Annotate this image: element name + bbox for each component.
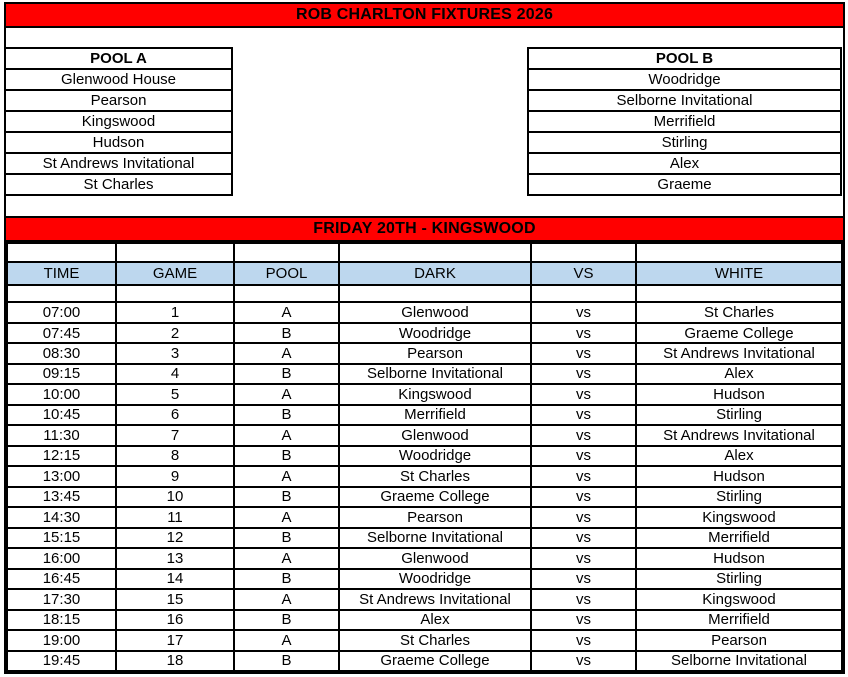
- fixture-dark-team: Glenwood: [339, 548, 531, 568]
- fixture-row: [7, 466, 842, 486]
- fixture-time: 17:30: [7, 589, 116, 609]
- column-header-dark: DARK: [339, 262, 531, 285]
- fixture-vs-label: vs: [531, 589, 636, 609]
- pool-team-name: St Charles: [5, 174, 232, 195]
- pool-team-name: Stirling: [528, 132, 841, 153]
- fixture-row: [7, 528, 842, 548]
- fixture-pool-letter: B: [234, 569, 339, 589]
- empty-cell: [116, 243, 234, 262]
- fixture-game-number: 11: [116, 507, 234, 527]
- fixture-white-team: Hudson: [636, 384, 842, 404]
- pool-team-name: Selborne Invitational: [528, 90, 841, 111]
- fixture-row: [7, 384, 842, 404]
- fixture-pool-letter: B: [234, 446, 339, 466]
- fixture-white-team: Kingswood: [636, 589, 842, 609]
- title-banner: [6, 4, 843, 28]
- fixture-time: 07:45: [7, 323, 116, 343]
- fixture-pool-letter: B: [234, 487, 339, 507]
- pool-a-table: [4, 47, 233, 196]
- fixture-dark-team: Alex: [339, 610, 531, 630]
- empty-cell: [531, 243, 636, 262]
- fixture-time: 10:45: [7, 405, 116, 425]
- fixture-white-team: Merrifield: [636, 528, 842, 548]
- fixture-vs-label: vs: [531, 610, 636, 630]
- fixture-vs-label: vs: [531, 651, 636, 671]
- fixture-dark-team: St Charles: [339, 466, 531, 486]
- pool-b-table: [527, 47, 842, 196]
- pools-section: [6, 47, 843, 197]
- fixture-game-number: 16: [116, 610, 234, 630]
- fixture-game-number: 1: [116, 302, 234, 322]
- column-header-time: TIME: [7, 262, 116, 285]
- fixture-pool-letter: B: [234, 651, 339, 671]
- title-banner-text: ROB CHARLTON FIXTURES 2026: [295, 6, 554, 23]
- fixture-game-number: 18: [116, 651, 234, 671]
- fixture-dark-team: Pearson: [339, 343, 531, 363]
- fixture-white-team: Graeme College: [636, 323, 842, 343]
- empty-cell: [636, 243, 842, 262]
- fixture-game-number: 10: [116, 487, 234, 507]
- fixture-vs-label: vs: [531, 507, 636, 527]
- fixture-row: [7, 569, 842, 589]
- empty-cell: [339, 243, 531, 262]
- fixture-time: 13:45: [7, 487, 116, 507]
- pool-team-row: [5, 174, 232, 195]
- fixture-white-team: Alex: [636, 364, 842, 384]
- pool-team-row: [528, 69, 841, 90]
- fixture-white-team: St Andrews Invitational: [636, 343, 842, 363]
- fixture-pool-letter: A: [234, 466, 339, 486]
- pool-team-row: [528, 132, 841, 153]
- fixture-white-team: Kingswood: [636, 507, 842, 527]
- fixture-pool-letter: B: [234, 610, 339, 630]
- fixture-row: [7, 446, 842, 466]
- pool-team-row: [528, 174, 841, 195]
- pool-team-row: [528, 111, 841, 132]
- fixture-vs-label: vs: [531, 630, 636, 650]
- pool-team-row: [5, 153, 232, 174]
- pool-team-row: [5, 90, 232, 111]
- empty-cell: [116, 285, 234, 302]
- fixture-row: [7, 323, 842, 343]
- fixture-row: [7, 425, 842, 445]
- pool-b-title-row: [528, 48, 841, 69]
- fixture-time: 16:00: [7, 548, 116, 568]
- pool-team-name: St Andrews Invitational: [5, 153, 232, 174]
- fixture-row: [7, 364, 842, 384]
- pool-a-title-row: [5, 48, 232, 69]
- empty-grid-row: [7, 243, 842, 262]
- empty-cell: [531, 285, 636, 302]
- fixture-row: [7, 651, 842, 671]
- spacer-row: [6, 28, 843, 47]
- spreadsheet-print-area: [4, 2, 845, 674]
- fixture-row: [7, 630, 842, 650]
- pool-team-row: [528, 153, 841, 174]
- fixture-time: 12:15: [7, 446, 116, 466]
- fixture-pool-letter: A: [234, 548, 339, 568]
- fixture-game-number: 9: [116, 466, 234, 486]
- fixture-vs-label: vs: [531, 487, 636, 507]
- fixture-game-number: 6: [116, 405, 234, 425]
- fixture-game-number: 7: [116, 425, 234, 445]
- column-header-white: WHITE: [636, 262, 842, 285]
- fixture-time: 16:45: [7, 569, 116, 589]
- fixture-vs-label: vs: [531, 405, 636, 425]
- fixture-pool-letter: B: [234, 528, 339, 548]
- fixture-white-team: Merrifield: [636, 610, 842, 630]
- column-header-vs: VS: [531, 262, 636, 285]
- fixture-white-team: Stirling: [636, 405, 842, 425]
- spacer-row: [6, 197, 843, 216]
- fixture-time: 19:00: [7, 630, 116, 650]
- fixture-white-team: Alex: [636, 446, 842, 466]
- fixture-vs-label: vs: [531, 425, 636, 445]
- fixture-pool-letter: A: [234, 507, 339, 527]
- fixture-vs-label: vs: [531, 384, 636, 404]
- fixture-pool-letter: A: [234, 302, 339, 322]
- fixture-vs-label: vs: [531, 528, 636, 548]
- fixture-row: [7, 610, 842, 630]
- fixture-dark-team: Pearson: [339, 507, 531, 527]
- empty-cell: [234, 243, 339, 262]
- fixture-time: 14:30: [7, 507, 116, 527]
- fixture-white-team: St Charles: [636, 302, 842, 322]
- fixture-white-team: Hudson: [636, 466, 842, 486]
- empty-cell: [339, 285, 531, 302]
- pool-team-row: [5, 132, 232, 153]
- fixture-time: 15:15: [7, 528, 116, 548]
- pool-b-title: POOL B: [528, 48, 841, 69]
- fixture-vs-label: vs: [531, 569, 636, 589]
- fixture-vs-label: vs: [531, 343, 636, 363]
- fixture-dark-team: Glenwood: [339, 425, 531, 445]
- pool-team-name: Graeme: [528, 174, 841, 195]
- fixture-row: [7, 302, 842, 322]
- fixture-game-number: 15: [116, 589, 234, 609]
- fixture-time: 09:15: [7, 364, 116, 384]
- fixture-vs-label: vs: [531, 364, 636, 384]
- fixtures-header-row: [7, 262, 842, 285]
- fixture-row: [7, 548, 842, 568]
- fixture-dark-team: Graeme College: [339, 651, 531, 671]
- fixture-game-number: 13: [116, 548, 234, 568]
- fixture-vs-label: vs: [531, 548, 636, 568]
- pool-team-name: Merrifield: [528, 111, 841, 132]
- fixture-dark-team: St Andrews Invitational: [339, 589, 531, 609]
- fixture-time: 08:30: [7, 343, 116, 363]
- fixture-time: 18:15: [7, 610, 116, 630]
- pool-team-name: Alex: [528, 153, 841, 174]
- fixtures-table: [6, 242, 843, 672]
- pool-team-name: Hudson: [5, 132, 232, 153]
- fixture-pool-letter: A: [234, 630, 339, 650]
- fixture-pool-letter: A: [234, 343, 339, 363]
- day-banner-text: FRIDAY 20TH - KINGSWOOD: [313, 220, 536, 237]
- fixture-game-number: 5: [116, 384, 234, 404]
- fixture-time: 13:00: [7, 466, 116, 486]
- pool-team-row: [528, 90, 841, 111]
- fixture-pool-letter: A: [234, 589, 339, 609]
- fixture-game-number: 3: [116, 343, 234, 363]
- fixture-game-number: 8: [116, 446, 234, 466]
- fixture-pool-letter: B: [234, 364, 339, 384]
- pool-team-row: [5, 69, 232, 90]
- fixture-row: [7, 343, 842, 363]
- fixture-white-team: St Andrews Invitational: [636, 425, 842, 445]
- fixture-dark-team: Woodridge: [339, 569, 531, 589]
- empty-cell: [7, 285, 116, 302]
- fixture-dark-team: Selborne Invitational: [339, 528, 531, 548]
- fixture-white-team: Stirling: [636, 487, 842, 507]
- empty-grid-row: [7, 285, 842, 302]
- column-header-pool: POOL: [234, 262, 339, 285]
- fixture-time: 07:00: [7, 302, 116, 322]
- fixture-row: [7, 487, 842, 507]
- fixture-dark-team: Kingswood: [339, 384, 531, 404]
- empty-cell: [7, 243, 116, 262]
- fixture-game-number: 12: [116, 528, 234, 548]
- fixture-game-number: 2: [116, 323, 234, 343]
- fixture-white-team: Selborne Invitational: [636, 651, 842, 671]
- fixture-row: [7, 507, 842, 527]
- fixture-dark-team: Selborne Invitational: [339, 364, 531, 384]
- fixture-pool-letter: A: [234, 384, 339, 404]
- fixture-dark-team: Merrifield: [339, 405, 531, 425]
- fixture-vs-label: vs: [531, 302, 636, 322]
- fixture-pool-letter: A: [234, 425, 339, 445]
- fixture-time: 10:00: [7, 384, 116, 404]
- fixture-white-team: Pearson: [636, 630, 842, 650]
- fixture-pool-letter: B: [234, 405, 339, 425]
- empty-cell: [636, 285, 842, 302]
- fixture-time: 11:30: [7, 425, 116, 445]
- column-header-game: GAME: [116, 262, 234, 285]
- fixture-dark-team: Woodridge: [339, 323, 531, 343]
- fixture-dark-team: Woodridge: [339, 446, 531, 466]
- fixture-vs-label: vs: [531, 466, 636, 486]
- fixture-white-team: Hudson: [636, 548, 842, 568]
- pool-a-title: POOL A: [5, 48, 232, 69]
- day-banner: [6, 216, 843, 242]
- fixture-game-number: 14: [116, 569, 234, 589]
- fixture-dark-team: St Charles: [339, 630, 531, 650]
- fixture-dark-team: Glenwood: [339, 302, 531, 322]
- fixture-vs-label: vs: [531, 446, 636, 466]
- fixture-white-team: Stirling: [636, 569, 842, 589]
- fixture-vs-label: vs: [531, 323, 636, 343]
- fixture-game-number: 4: [116, 364, 234, 384]
- pool-team-name: Woodridge: [528, 69, 841, 90]
- pool-team-name: Pearson: [5, 90, 232, 111]
- fixture-pool-letter: B: [234, 323, 339, 343]
- pool-team-row: [5, 111, 232, 132]
- pool-team-name: Glenwood House: [5, 69, 232, 90]
- fixture-time: 19:45: [7, 651, 116, 671]
- empty-cell: [234, 285, 339, 302]
- fixture-row: [7, 405, 842, 425]
- pool-team-name: Kingswood: [5, 111, 232, 132]
- fixture-game-number: 17: [116, 630, 234, 650]
- fixture-dark-team: Graeme College: [339, 487, 531, 507]
- fixture-row: [7, 589, 842, 609]
